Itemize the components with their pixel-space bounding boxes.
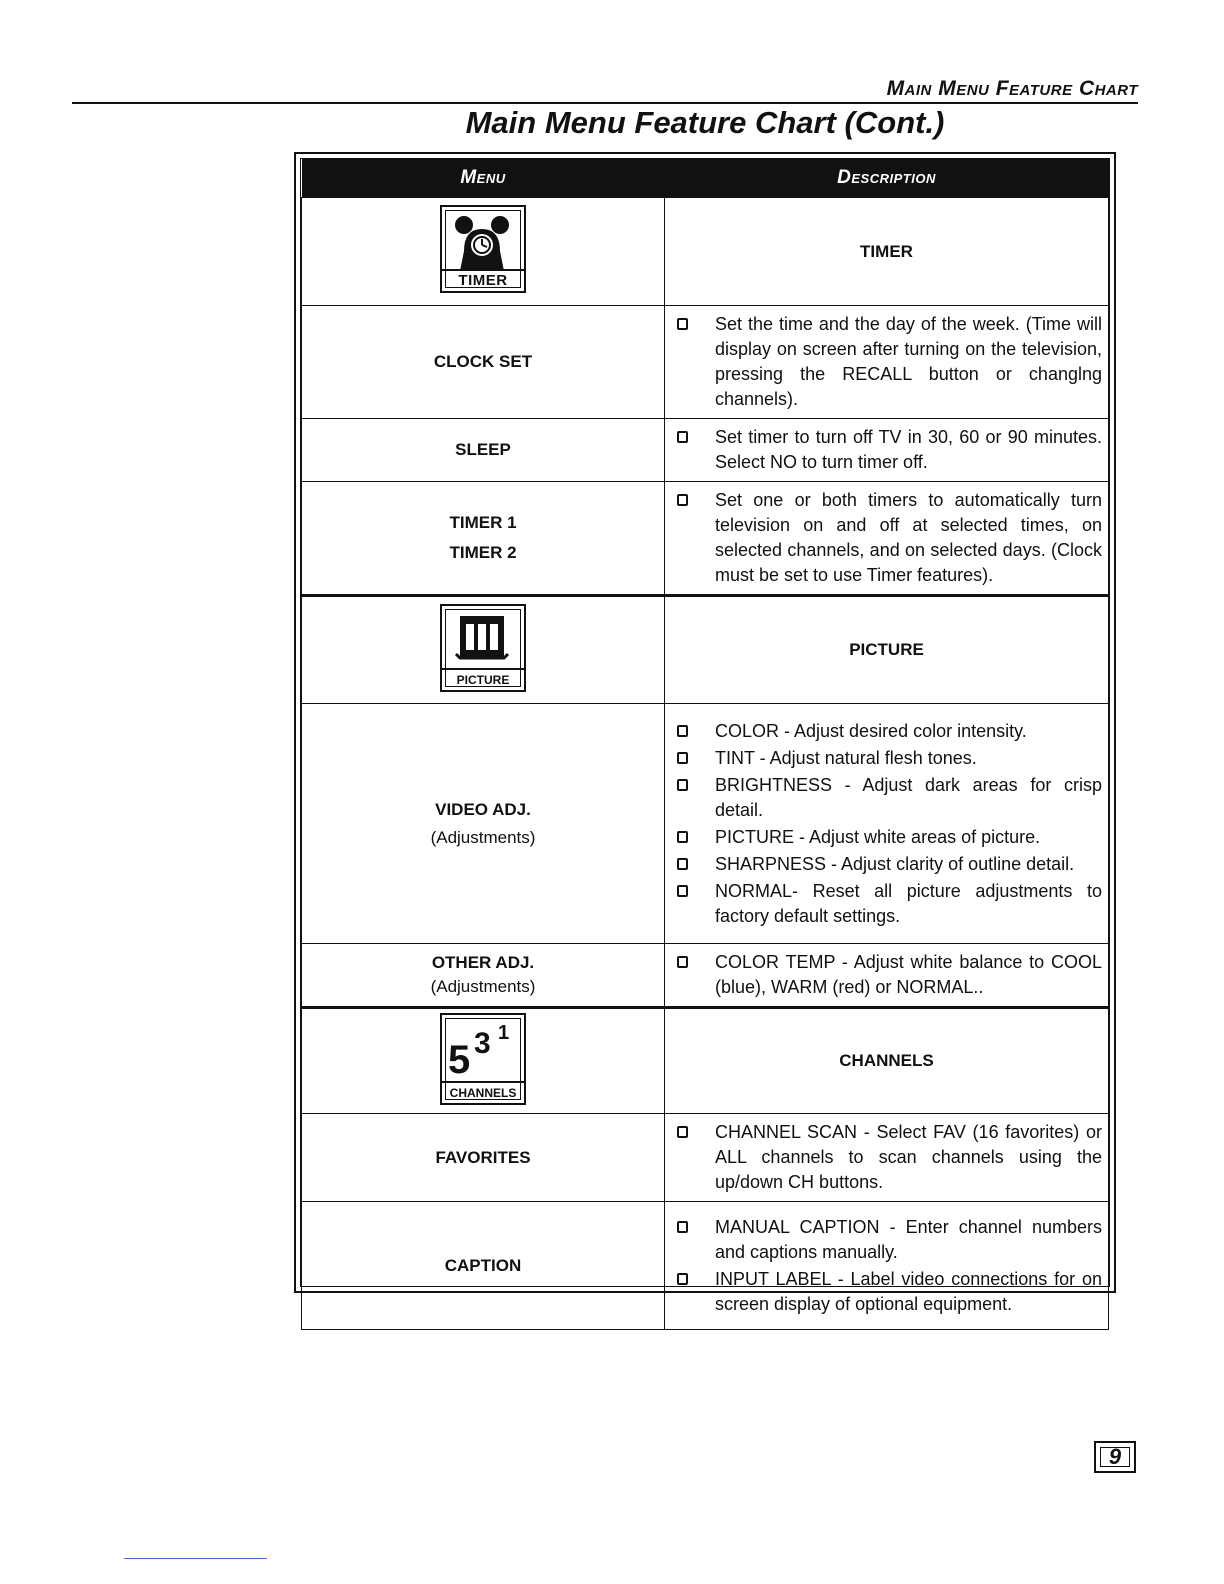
checkbox-bullet-icon [677,1126,688,1138]
menu-sublabel: (Adjustments) [430,827,536,847]
list-item: Set timer to turn off TV in 30, 60 or 90 minutes. Select NO to turn timer off. [675,425,1102,475]
checkbox-bullet-icon [677,752,688,764]
section-title-timer: TIMER [665,198,1109,306]
section-title-channels: CHANNELS [665,1008,1109,1114]
list-item: BRIGHTNESS - Adjust dark areas for crisp detail. [675,773,1102,823]
checkbox-bullet-icon [677,831,688,843]
menu-cell [302,482,665,596]
list-item: INPUT LABEL - Label video connections for on screen display of optional equipment. [675,1267,1102,1317]
menu-label: TIMER 1 [449,513,517,532]
footer-rule [124,1558,267,1559]
section-row-timer [302,198,1109,306]
section-row-channels [302,1008,1109,1114]
list-item: COLOR TEMP - Adjust white balance to COOL (blue), WARM (red) or NORMAL.. [675,950,1102,1000]
description-cell [665,1202,1109,1330]
description-cell [665,419,1109,482]
section-row-picture [302,596,1109,704]
description-cell [665,482,1109,596]
list-item: CHANNEL SCAN - Select FAV (16 favorites) or ALL channels to scan channels using the up/down CH buttons. [675,1120,1102,1195]
description-cell [665,306,1109,419]
menu-label: CAPTION [444,1255,522,1275]
menu-cell [302,306,665,419]
table-row [302,419,1109,482]
table-header-row [302,159,1109,198]
section-title-picture: PICTURE [665,596,1109,704]
timer-icon-label: TIMER [442,269,524,291]
column-header-description: Description [665,159,1109,198]
checkbox-bullet-icon [677,725,688,737]
list-item: PICTURE - Adjust white areas of picture. [675,825,1102,850]
section-icon-cell [302,596,665,704]
svg-text:5: 5 [448,1037,471,1079]
checkbox-bullet-icon [677,494,688,506]
channel-numbers-icon [442,1017,522,1079]
checkbox-bullet-icon [677,318,688,330]
list-item: TINT - Adjust natural flesh tones. [675,746,1102,771]
table-row [302,1202,1109,1330]
description-cell [665,1114,1109,1202]
section-icon-cell [302,198,665,306]
menu-label: SLEEP [455,440,511,459]
page-number: 9 [1094,1441,1136,1473]
column-header-menu: Menu [302,159,665,198]
table-row [302,1114,1109,1202]
checkbox-bullet-icon [677,779,688,791]
picture-icon-label: PICTURE [442,668,524,690]
menu-label: VIDEO ADJ. [435,799,531,819]
alarm-clock-icon [442,209,522,271]
svg-text:1: 1 [498,1021,510,1044]
description-cell [665,944,1109,1008]
svg-text:3: 3 [474,1026,491,1060]
menu-sublabel: (Adjustments) [430,977,536,996]
picture-icon-box [440,604,526,692]
menu-cell [302,419,665,482]
list-item: MANUAL CAPTION - Enter channel numbers and captions manually. [675,1215,1102,1265]
list-item: NORMAL- Reset all picture adjustments to factory default settings. [675,879,1102,929]
table-row [302,306,1109,419]
timer-icon-box [440,205,526,293]
channels-icon-label: CHANNELS [442,1081,524,1103]
list-item: SHARPNESS - Adjust clarity of outline detail. [675,852,1102,877]
menu-cell [302,1202,665,1330]
checkbox-bullet-icon [677,431,688,443]
table-row [302,704,1109,944]
menu-cell [302,944,665,1008]
section-icon-cell [302,1008,665,1114]
menu-label: TIMER 2 [449,543,517,562]
menu-label: CLOCK SET [433,352,533,371]
menu-cell [302,704,665,944]
checkbox-bullet-icon [677,885,688,897]
page-title: Main Menu Feature Chart (Cont.) [465,105,945,140]
list-item: COLOR - Adjust desired color intensity. [675,719,1102,744]
menu-label: OTHER ADJ. [431,953,535,972]
checkbox-bullet-icon [677,1221,688,1233]
feature-chart [294,152,1116,1314]
table-row [302,944,1109,1008]
running-header: Main Menu Feature Chart [72,76,1138,104]
menu-label: FAVORITES [435,1147,531,1167]
checkbox-bullet-icon [677,858,688,870]
list-item: Set one or both timers to automatically turn television on and off at selected times, on selected channels, and on selected days. (Clock must be set to use Timer features). [675,488,1102,588]
description-cell [665,704,1109,944]
checkbox-bullet-icon [677,956,688,968]
feature-table [301,159,1109,1330]
table-row [302,482,1109,596]
list-item: Set the time and the day of the week. (Time will display on screen after turning on the television, pressing the RECALL button or changlng channels). [675,312,1102,412]
channels-icon-box [440,1013,526,1105]
checkbox-bullet-icon [677,1273,688,1285]
tv-screen-icon [442,608,522,670]
menu-cell [302,1114,665,1202]
